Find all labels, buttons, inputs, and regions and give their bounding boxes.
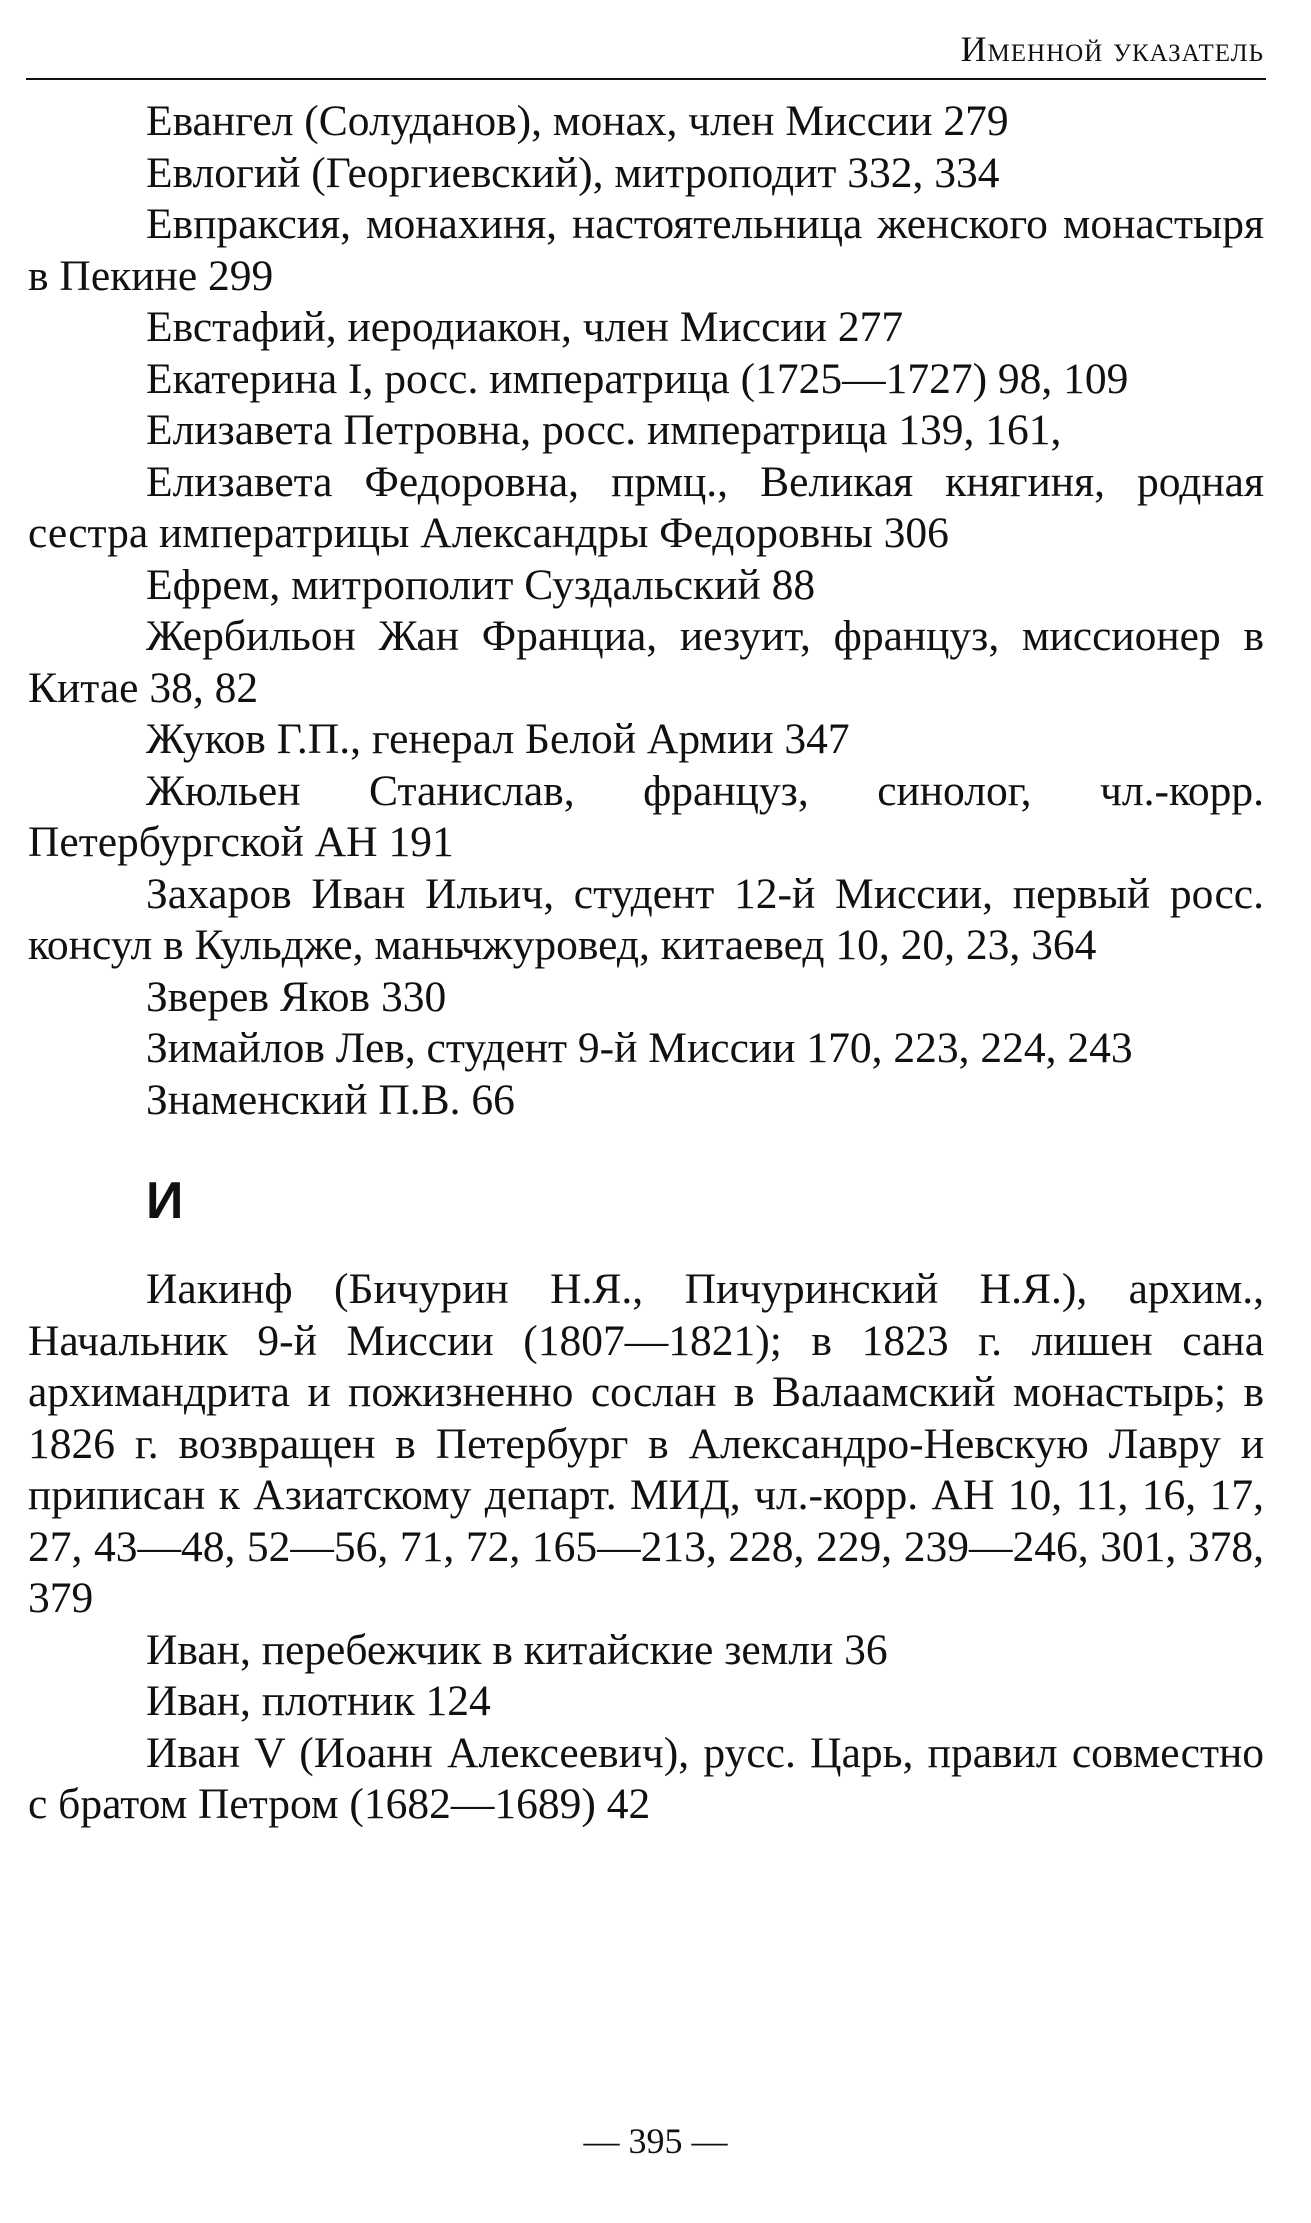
index-entry: Жербильон Жан Франциа, иезуит, француз, миссионер в Китае 38, 82 [28,612,1264,712]
index-entries [28,96,1264,1831]
index-entry: Зверев Яков 330 [146,972,447,1021]
index-entry: Жуков Г.П., генерал Белой Армии 347 [146,715,850,763]
running-head [26,26,1266,80]
index-entry: Жюльен Станислав, француз, синолог, чл.-корр. Петербургской АН 191 [28,766,1264,866]
index-entry: Елизавета Федоровна, прмц., Великая княгиня, родная сестра императрицы Александры Федоровны 306 [28,457,1264,557]
index-entry: Иакинф (Бичурин Н.Я., Пичуринский Н.Я.), архим., Начальник 9-й Миссии (1807—1821); в 1823 г. лишен сана архимандрита и пожизненно сослан в Валаамский монастырь; в 1826 г. возвращен в Петербург в Александро-Невскую Лавру и приписан к Азиатскому департ. МИД, чл.-корр. АН 10, 11, 16, 17, 27, 43—48, 52—56, 71, 72, 165—213, 228, 229, 239—246, 301, 378, 379 [28,1265,1264,1622]
index-entry: Знаменский П.В. 66 [146,1075,515,1124]
page-number: — 395 — [583,2121,728,2161]
index-entry: Иван V (Иоанн Алексеевич), русс. Царь, правил совместно с братом Петром (1682—1689) 42 [28,1728,1264,1828]
index-entry: Евангел (Солуданов), монах, член Миссии 279 [146,97,1009,145]
index-entry: Елизавета Петровна, росс. императрица 139, 161, [146,406,1062,454]
index-entry: Иван, перебежчик в китайские земли 36 [146,1625,888,1674]
index-entry: Зимайлов Лев, студент 9-й Миссии 170, 223, 224, 243 [146,1024,1133,1072]
index-entry: Екатерина I, росс. императрица (1725—1727) 98, 109 [146,354,1129,403]
index-entry: Евлогий (Георгиевский), митроподит 332, 334 [146,148,1000,197]
index-entry: Иван, плотник 124 [146,1677,491,1725]
index-entry: Евстафий, иеродиакон, член Миссии 277 [146,303,904,351]
running-head-title: Именной указатель [960,29,1264,69]
section-letter-heading: И [146,1172,184,1230]
index-entry: Ефрем, митрополит Суздальский 88 [146,560,816,609]
index-entry: Захаров Иван Ильич, студент 12-й Миссии, первый росс. консул в Кульдже, маньчжуровед, китаевед 10, 20, 23, 364 [28,869,1264,969]
index-entry: Евпраксия, монахиня, настоятельница женского монастыря в Пекине 299 [28,200,1264,300]
